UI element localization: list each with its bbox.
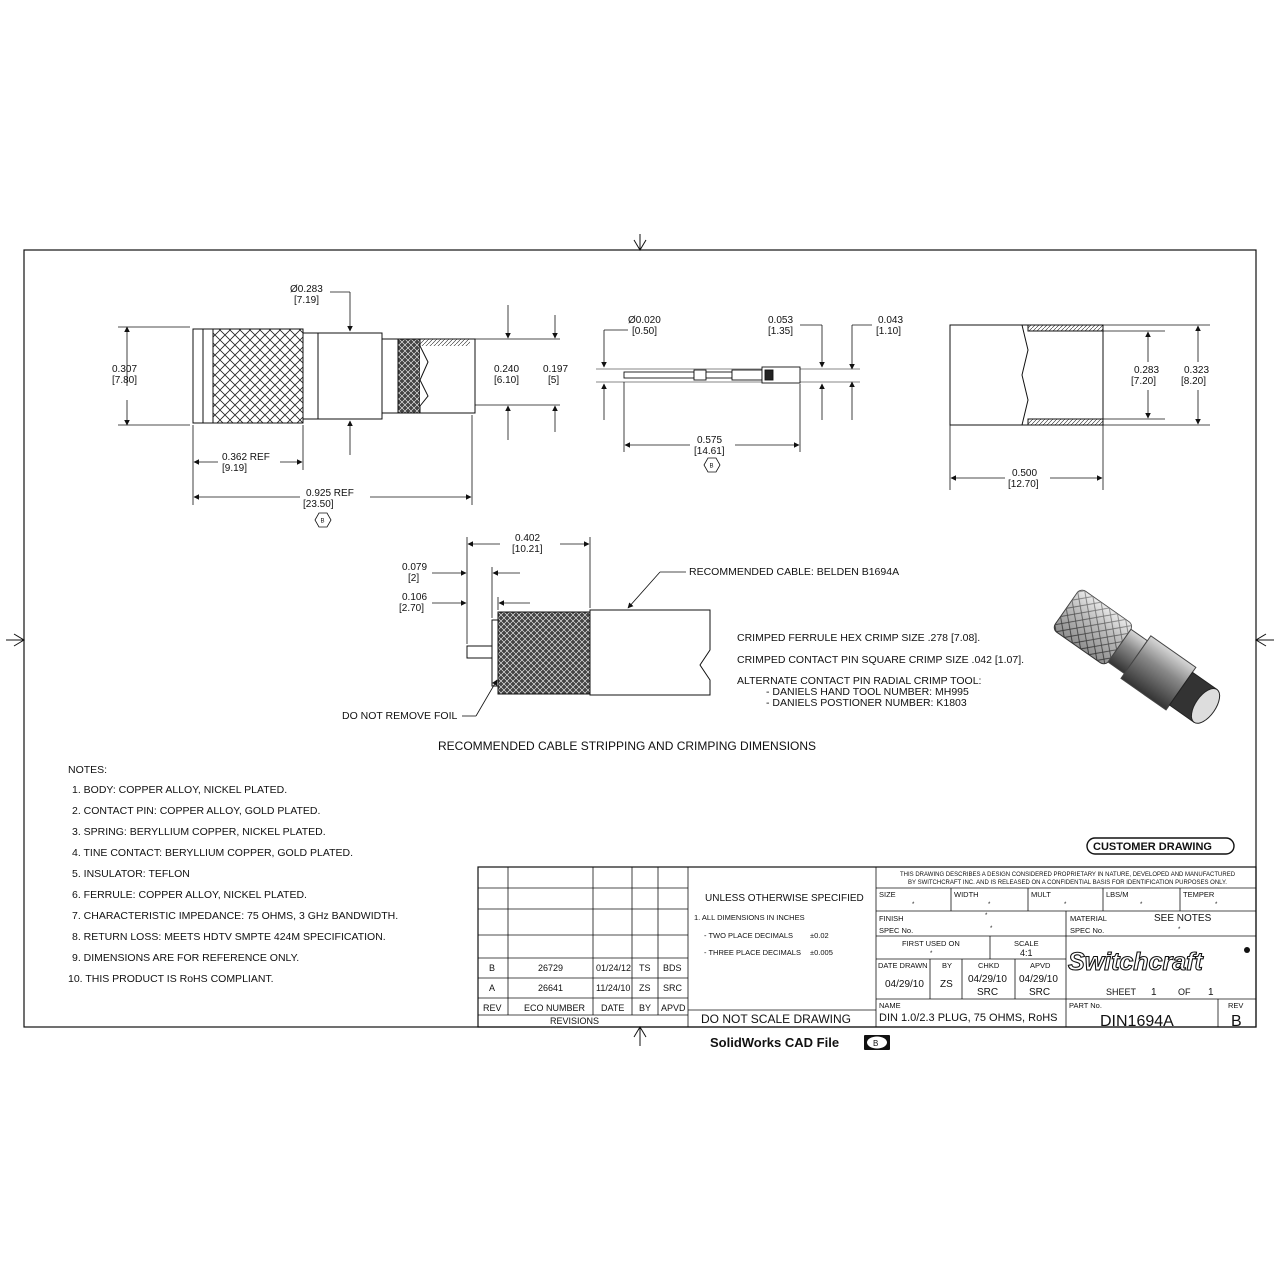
svg-text:3. SPRING: BERYLLIUM COPPER, N: 3. SPRING: BERYLLIUM COPPER, NICKEL PLATED.	[72, 826, 326, 838]
svg-text:2. CONTACT PIN: COPPER ALLOY,: 2. CONTACT PIN: COPPER ALLOY, GOLD PLATED.	[72, 805, 321, 817]
plug-height-label: 0.307	[112, 364, 138, 375]
svg-text:04/29/10: 04/29/10	[968, 974, 1007, 985]
svg-text:DIN 1.0/2.3 PLUG, 75 OHMS, RoH: DIN 1.0/2.3 PLUG, 75 OHMS, RoHS	[879, 1012, 1058, 1024]
plug-ref-long-mm: [23.50]	[303, 499, 334, 510]
ferrule-len-mm: [12.70]	[1008, 479, 1039, 490]
pin-b-mm: [1.10]	[876, 326, 902, 337]
svg-text:*: *	[1215, 902, 1218, 908]
svg-text:B: B	[873, 1039, 879, 1048]
pin-dia-label: Ø0.020	[628, 315, 661, 326]
approval-block	[878, 961, 1058, 998]
pin-dim-lines	[604, 325, 872, 452]
svg-text:BY SWITCHCRAFT INC. AND IS REL: BY SWITCHCRAFT INC. AND IS RELEASED ON A CONFIDENTIAL BASIS FOR IDENTIFICATION PURPOSES ONLY.	[908, 880, 1227, 886]
crimp-info	[737, 632, 1024, 709]
svg-text:26729: 26729	[538, 963, 564, 973]
proprietary-note	[900, 872, 1236, 886]
svg-text:*: *	[1178, 927, 1181, 933]
svg-text:*: *	[985, 913, 988, 919]
pin-a-label: 0.053	[768, 315, 794, 326]
svg-text:DIN1694A: DIN1694A	[1100, 1013, 1174, 1030]
svg-text:UNLESS OTHERWISE SPECIFIED: UNLESS OTHERWISE SPECIFIED	[705, 893, 864, 904]
svg-text:FINISH: FINISH	[879, 914, 904, 923]
plug-rev-hex	[315, 513, 331, 527]
pin-a-mm: [1.35]	[768, 326, 794, 337]
cable-callout: RECOMMENDED CABLE: BELDEN B1694A	[689, 566, 900, 578]
svg-text:B: B	[1231, 1013, 1242, 1030]
connector-render	[1051, 587, 1228, 733]
svg-text:REV: REV	[483, 1003, 502, 1013]
svg-text:SCALE: SCALE	[1014, 939, 1039, 948]
svg-text:9. DIMENSIONS ARE FOR REFERENC: 9. DIMENSIONS ARE FOR REFERENCE ONLY.	[72, 952, 300, 964]
svg-text:CRIMPED CONTACT PIN SQUARE CRI: CRIMPED CONTACT PIN SQUARE CRIMP SIZE .042 [1.07].	[737, 654, 1025, 666]
strip-c-mm: [2.70]	[399, 603, 425, 614]
svg-text:±0.02: ±0.02	[810, 931, 829, 940]
svg-text:*: *	[912, 902, 915, 908]
strip-c-label: 0.106	[402, 592, 428, 603]
svg-text:SHEET: SHEET	[1106, 987, 1137, 997]
customer-drawing-badge	[1087, 838, 1234, 854]
cable-strip-view	[467, 610, 710, 695]
svg-text:B: B	[709, 463, 714, 470]
svg-text:1: 1	[1151, 987, 1157, 998]
svg-text:TEMPER: TEMPER	[1183, 890, 1215, 899]
revision-headers	[483, 1003, 686, 1026]
svg-text:APVD: APVD	[1030, 961, 1051, 970]
tolerance-spec	[694, 893, 864, 1026]
plug-dia-label: Ø0.283	[290, 284, 323, 295]
svg-text:1: 1	[1208, 987, 1214, 998]
svg-text:*: *	[1140, 902, 1143, 908]
svg-text:- THREE PLACE DECIMALS: - THREE PLACE DECIMALS	[704, 948, 801, 957]
svg-text:- DANIELS POSTIONER NUMBER: K1: - DANIELS POSTIONER NUMBER: K1803	[766, 697, 967, 709]
revision-row-a	[489, 983, 683, 993]
plug-cable-b-label: 0.197	[543, 364, 569, 375]
svg-text:THIS DRAWING DESCRIBES A DESIG: THIS DRAWING DESCRIBES A DESIGN CONSIDERED PROPRIETARY IN NATURE, DEVELOPED AND MANUFACTURED	[900, 872, 1236, 878]
svg-text:REVISIONS: REVISIONS	[550, 1016, 600, 1026]
part-name	[879, 1001, 1058, 1024]
svg-text:1. BODY: COPPER ALLOY, NICKEL: 1. BODY: COPPER ALLOY, NICKEL PLATED.	[72, 784, 288, 796]
svg-text:PART No.: PART No.	[1069, 1001, 1102, 1010]
svg-text:10. THIS PRODUCT IS RoHS COMPL: 10. THIS PRODUCT IS RoHS COMPLIANT.	[68, 973, 274, 985]
svg-text:SRC: SRC	[1029, 987, 1051, 998]
ferrule-inner-label: 0.283	[1134, 365, 1160, 376]
svg-text:NAME: NAME	[879, 1001, 901, 1010]
center-mark-bottom	[634, 1027, 646, 1046]
svg-text:DATE DRAWN: DATE DRAWN	[878, 961, 928, 970]
strip-b-label: 0.079	[402, 562, 428, 573]
svg-text:OF: OF	[1178, 987, 1191, 997]
plug-cable-a-label: 0.240	[494, 364, 520, 375]
ferrule-outer-mm: [8.20]	[1181, 376, 1207, 387]
center-mark-top	[634, 234, 646, 250]
svg-text:CHKD: CHKD	[978, 961, 1000, 970]
svg-text:Switchcraft: Switchcraft	[1068, 948, 1203, 976]
pin-len-label: 0.575	[697, 435, 723, 446]
svg-text:DATE: DATE	[601, 1003, 625, 1013]
svg-text:A: A	[489, 983, 496, 993]
svg-text:01/24/12: 01/24/12	[596, 963, 632, 973]
plug-cable-a-mm: [6.10]	[494, 375, 520, 386]
svg-text:SPEC No.: SPEC No.	[879, 926, 914, 935]
svg-text:- TWO PLACE DECIMALS: - TWO PLACE DECIMALS	[704, 931, 794, 940]
svg-text:ALTERNATE CONTACT PIN RADIAL C: ALTERNATE CONTACT PIN RADIAL CRIMP TOOL:	[737, 675, 982, 687]
svg-text:*: *	[1064, 902, 1067, 908]
svg-text:8. RETURN LOSS: MEETS HDTV SMP: 8. RETURN LOSS: MEETS HDTV SMPTE 424M SPECIFICATION.	[72, 931, 386, 943]
foil-callout: DO NOT REMOVE FOIL	[342, 710, 458, 722]
svg-text:TS: TS	[639, 963, 651, 973]
pin-b-label: 0.043	[878, 315, 904, 326]
plug-ref-long-label: 0.925 REF	[306, 488, 354, 499]
svg-text:SEE NOTES: SEE NOTES	[1154, 913, 1212, 924]
ferrule-inner-mm: [7.20]	[1131, 376, 1157, 387]
svg-text:26641: 26641	[538, 983, 564, 993]
svg-text:7. CHARACTERISTIC IMPEDANCE: 7: 7. CHARACTERISTIC IMPEDANCE: 75 OHMS, 3 GHz BANDWIDTH.	[72, 910, 399, 922]
pin-dia-mm: [0.50]	[632, 326, 658, 337]
svg-text:±0.005: ±0.005	[810, 948, 833, 957]
title-block	[478, 867, 1256, 1027]
svg-text:ZS: ZS	[940, 979, 953, 990]
material-attributes	[879, 890, 1218, 935]
svg-text:ZS: ZS	[639, 983, 651, 993]
contact-pin-view	[596, 367, 860, 383]
svg-text:5. INSULATOR: TEFLON: 5. INSULATOR: TEFLON	[72, 868, 190, 880]
strip-a-label: 0.402	[515, 533, 541, 544]
svg-text:4. TINE CONTACT: BERYLLIUM COP: 4. TINE CONTACT: BERYLLIUM COPPER, GOLD PLATED.	[72, 847, 354, 859]
svg-text:SRC: SRC	[663, 983, 683, 993]
part-number	[1069, 1001, 1243, 1030]
plug-ref-short-mm: [9.19]	[222, 463, 248, 474]
svg-text:11/24/10: 11/24/10	[596, 983, 631, 993]
svg-text:B: B	[489, 963, 496, 973]
switchcraft-logo	[1068, 947, 1250, 976]
svg-text:CUSTOMER DRAWING: CUSTOMER DRAWING	[1093, 841, 1212, 853]
svg-text:BY: BY	[942, 961, 953, 970]
svg-text:1. ALL DIMENSIONS IN INCHES: 1. ALL DIMENSIONS IN INCHES	[694, 913, 805, 922]
svg-text:6. FERRULE: COPPER ALLOY, NICK: 6. FERRULE: COPPER ALLOY, NICKEL PLATED.	[72, 889, 307, 901]
svg-text:*: *	[988, 902, 991, 908]
strip-a-mm: [10.21]	[512, 544, 543, 555]
svg-text:NOTES:: NOTES:	[68, 764, 108, 776]
svg-text:*: *	[930, 951, 933, 957]
svg-text:04/29/10: 04/29/10	[1019, 974, 1058, 985]
svg-text:SIZE: SIZE	[879, 890, 896, 899]
svg-text:CRIMPED FERRULE HEX CRIMP SIZE: CRIMPED FERRULE HEX CRIMP SIZE .278 [7.08].	[737, 632, 981, 644]
usage-scale	[902, 939, 1039, 958]
pin-len-mm: [14.61]	[694, 446, 725, 457]
revision-row-b	[489, 963, 682, 973]
sheet-info	[1106, 987, 1214, 998]
center-mark-left	[6, 634, 24, 646]
center-mark-right	[1256, 634, 1274, 646]
svg-text:SolidWorks CAD File: SolidWorks CAD File	[710, 1035, 840, 1050]
ferrule-len-label: 0.500	[1012, 468, 1038, 479]
cad-file-footer	[710, 1035, 890, 1050]
ferrule-outer-label: 0.323	[1184, 365, 1210, 376]
svg-text:04/29/10: 04/29/10	[885, 979, 924, 990]
svg-text:SRC: SRC	[977, 987, 999, 998]
svg-text:REV: REV	[1228, 1001, 1244, 1010]
notes-block	[68, 764, 398, 985]
strip-b-mm: [2]	[408, 573, 420, 584]
svg-text:ECO NUMBER: ECO NUMBER	[524, 1003, 586, 1013]
svg-text:LBS/M: LBS/M	[1106, 890, 1129, 899]
svg-text:- DANIELS HAND TOOL NUMBER: MH: - DANIELS HAND TOOL NUMBER: MH995	[766, 686, 969, 698]
svg-text:WIDTH: WIDTH	[954, 890, 979, 899]
svg-text:FIRST USED ON: FIRST USED ON	[902, 939, 960, 948]
svg-text:BY: BY	[639, 1003, 652, 1013]
pin-rev-hex	[704, 458, 720, 472]
svg-text:B: B	[320, 518, 325, 525]
ferrule-view	[950, 325, 1103, 425]
plug-cable-b-mm: [5]	[548, 375, 560, 386]
section-title: RECOMMENDED CABLE STRIPPING AND CRIMPING DIMENSIONS	[438, 739, 817, 753]
plug-ref-short-label: 0.362 REF	[222, 452, 270, 463]
svg-text:*: *	[990, 926, 993, 932]
svg-text:BDS: BDS	[663, 963, 682, 973]
plug-dia-mm: [7.19]	[294, 295, 320, 306]
svg-text:DO NOT SCALE DRAWING: DO NOT SCALE DRAWING	[701, 1012, 852, 1026]
svg-text:MATERIAL: MATERIAL	[1070, 914, 1107, 923]
svg-text:SPEC No.: SPEC No.	[1070, 926, 1105, 935]
svg-text:APVD: APVD	[661, 1003, 686, 1013]
svg-text:4:1: 4:1	[1020, 948, 1033, 958]
svg-text:MULT: MULT	[1031, 890, 1051, 899]
plug-height-mm: [7.80]	[112, 375, 138, 386]
